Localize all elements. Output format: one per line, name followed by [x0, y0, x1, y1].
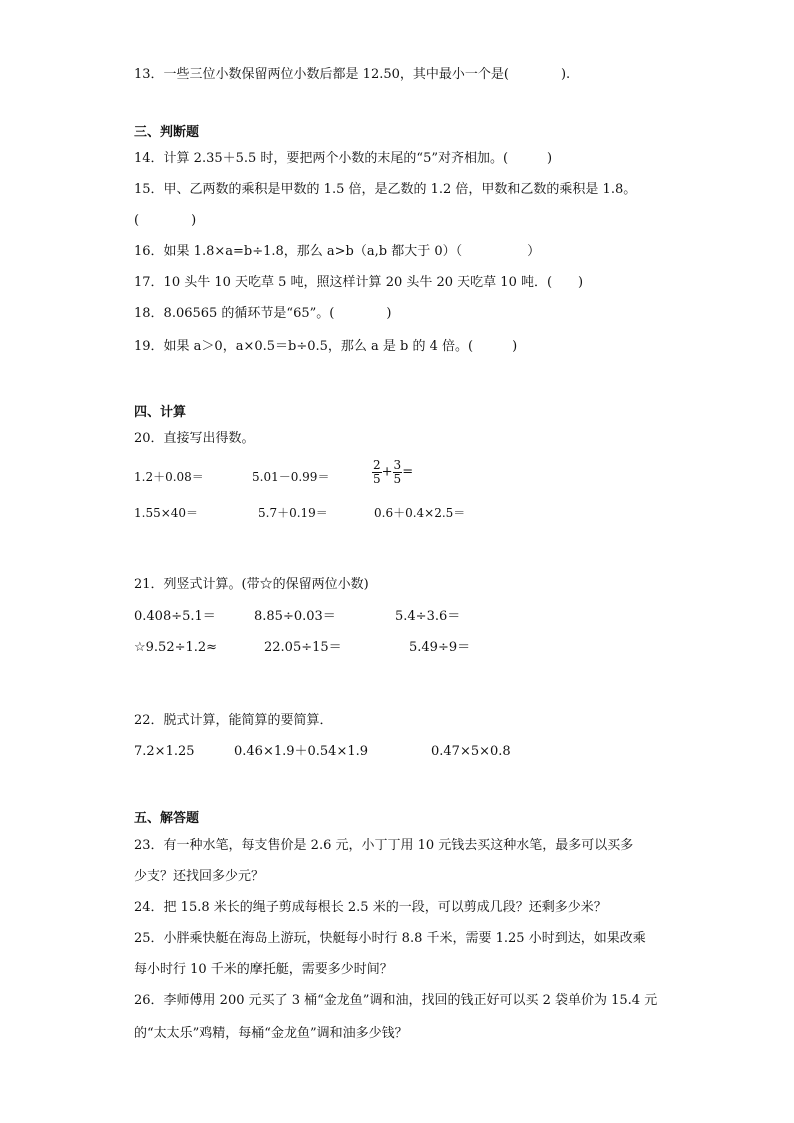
q21-item-6: 5.49÷9＝ [409, 640, 471, 655]
question-19: 19．如果 a＞0，a×0.5＝b÷0.5，那么 a 是 b 的 4 倍。( ) [134, 339, 518, 354]
question-24: 24．把 15.8 米长的绳子剪成每根长 2.5 米的一段，可以剪成几段？还剩多少米？ [134, 900, 607, 915]
q22-item-1: 7.2×1.25 [134, 744, 195, 759]
question-13: 13．一些三位小数保留两位小数后都是 12.50，其中最小一个是( ). [134, 67, 571, 82]
question-16: 16．如果 1.8×a=b÷1.8，那么 a>b（a,b 都大于 0）（ ） [134, 244, 541, 259]
q21-item-2: 8.85÷0.03＝ [254, 609, 336, 624]
q20-item-4: 5.7＋0.19＝ [258, 506, 328, 520]
question-25-line1: 25．小胖乘快艇在海岛上游玩，快艇每小时行 8.8 千米，需要 1.25 小时到达，如果改乘 [134, 931, 646, 946]
question-20-prompt: 20．直接写出得数。 [134, 431, 255, 446]
question-15-line2: ( ) [134, 213, 197, 228]
fraction-plus-sign: + [381, 464, 393, 480]
q21-item-3: 5.4÷3.6＝ [395, 609, 461, 624]
q20-item-3: 1.55×40＝ [134, 506, 199, 520]
question-26-line2: 的“太太乐”鸡精，每桶“金龙鱼”调和油多少钱？ [134, 1026, 408, 1041]
q20-item-1: 1.2＋0.08＝ [134, 470, 204, 484]
question-26-line1: 26．李师傅用 200 元买了 3 桶“金龙鱼”调和油，找回的钱正好可以买 2 袋单价为 15.4 元 [134, 993, 658, 1008]
question-21-prompt: 21．列竖式计算。(带☆的保留两位小数) [134, 577, 369, 592]
question-15-line1: 15．甲、乙两数的乘积是甲数的 1.5 倍，是乙数的 1.2 倍，甲数和乙数的乘积是 1.8。 [134, 182, 637, 197]
question-23-line2: 少支？还找回多少元？ [134, 869, 265, 884]
q20-item-5: 0.6＋0.4×2.5＝ [374, 506, 466, 520]
q22-item-2: 0.46×1.9＋0.54×1.9 [234, 744, 369, 759]
q21-item-1: 0.408÷5.1＝ [134, 609, 216, 624]
question-14: 14．计算 2.35＋5.5 时，要把两个小数的末尾的“5”对齐相加。( ) [134, 151, 553, 166]
q20-item-2: 5.01－0.99＝ [252, 470, 330, 484]
section-judgement-title: 三、判断题 [134, 125, 200, 140]
q21-item-4: ☆9.52÷1.2≈ [134, 640, 218, 655]
question-22-prompt: 22．脱式计算，能简算的要简算． [134, 713, 333, 728]
fraction-a-numerator: 2 [373, 458, 381, 472]
section-word-problems-title: 五、解答题 [134, 811, 200, 826]
fraction-equals-sign: = [402, 464, 414, 480]
question-23-line1: 23．有一种水笔，每支售价是 2.6 元，小丁丁用 10 元钱去买这种水笔，最多可以买多 [134, 838, 634, 853]
fraction-three-fifths [393, 459, 403, 486]
fraction-b-numerator: 3 [393, 458, 402, 472]
fraction-two-fifths [372, 459, 382, 486]
question-25-line2: 每小时行 10 千米的摩托艇，需要多少时间？ [134, 962, 393, 977]
q20-fraction-expression [372, 459, 413, 486]
q21-item-5: 22.05÷15＝ [264, 640, 342, 655]
q22-item-3: 0.47×5×0.8 [431, 744, 511, 759]
question-17: 17．10 头牛 10 天吃草 5 吨，照这样计算 20 头牛 20 天吃草 10 吨．( ) [134, 275, 584, 290]
fraction-b-denominator: 5 [393, 472, 402, 486]
question-18: 18．8.06565 的循环节是“65”。( ) [134, 306, 392, 321]
fraction-a-denominator: 5 [373, 472, 381, 486]
section-calculation-title: 四、计算 [134, 405, 187, 420]
